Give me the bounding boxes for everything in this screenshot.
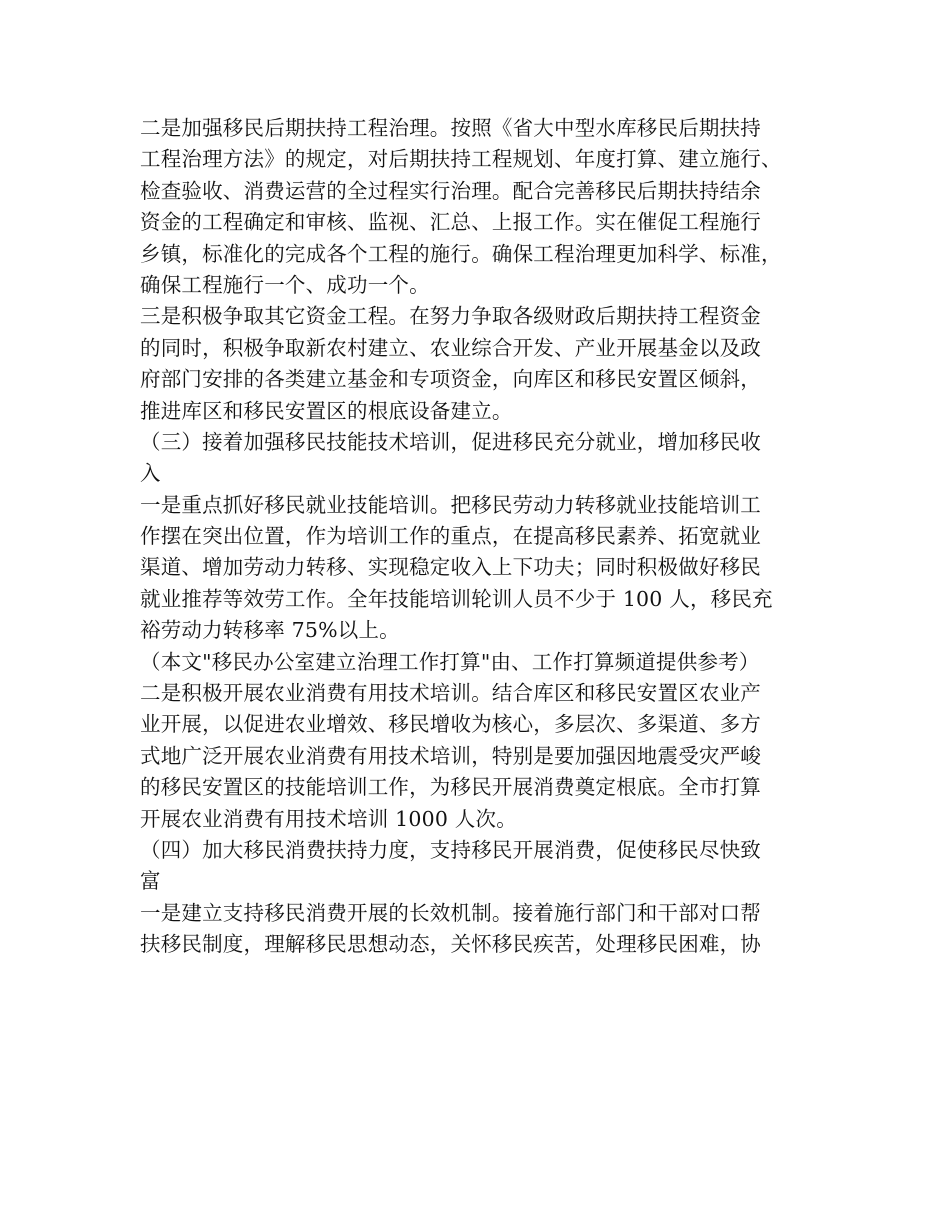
text-line: 式地广泛开展农业消费有用技术培训，特别是要加强因地震受灾严峻 [140, 743, 761, 768]
text-line: 府部门安排的各类建立基金和专项资金，向库区和移民安置区倾斜， [140, 367, 761, 392]
source-note: （本文"移民办公室建立治理工作打算"由、工作打算频道提供参考） [140, 649, 760, 674]
text-line: 一是重点抓好移民就业技能培训。把移民劳动力转移就业技能培训工 [140, 492, 761, 517]
section-heading: 富 [140, 869, 161, 894]
text-line: 确保工程施行一个、成功一个。 [140, 272, 430, 297]
text-line: 作摆在突出位置，作为培训工作的重点，在提高移民素养、拓宽就业 [140, 524, 761, 549]
text-line: 资金的工程确定和审核、监视、汇总、上报工作。实在催促工程施行 [140, 210, 761, 235]
text-line: 的移民安置区的技能培训工作，为移民开展消费奠定根底。全市打算 [140, 775, 761, 800]
text-line: 二是积极开展农业消费有用技术培训。结合库区和移民安置区农业产 [140, 681, 761, 706]
text-line: 渠道、增加劳动力转移、实现稳定收入上下功夫；同时积极做好移民 [140, 555, 761, 580]
text-line: 三是积极争取其它资金工程。在努力争取各级财政后期扶持工程资金 [140, 304, 761, 329]
text-line: 乡镇，标准化的完成各个工程的施行。确保工程治理更加科学、标准， [140, 241, 782, 266]
text-line: 一是建立支持移民消费开展的长效机制。接着施行部门和干部对口帮 [140, 900, 761, 925]
text-line: 检查验收、消费运营的全过程实行治理。配合完善移民后期扶持结余 [140, 178, 761, 203]
text-line: 业开展，以促进农业增效、移民增收为核心，多层次、多渠道、多方 [140, 712, 761, 737]
section-heading: 入 [140, 461, 161, 486]
section-heading: （四）加大移民消费扶持力度，支持移民开展消费，促使移民尽快致 [140, 837, 761, 862]
text-line: 推进库区和移民安置区的根底设备建立。 [140, 398, 513, 423]
text-line: 的同时，积极争取新农村建立、农业综合开发、产业开展基金以及政 [140, 335, 761, 360]
section-heading: （三）接着加强移民技能技术培训，促进移民充分就业，增加移民收 [140, 429, 761, 454]
document-body [140, 113, 810, 961]
text-line: 就业推荐等效劳工作。全年技能培训轮训人员不少于 100 人，移民充 [140, 586, 773, 611]
text-line: 裕劳动力转移率 75%以上。 [140, 618, 400, 643]
text-line: 工程治理方法》的规定，对后期扶持工程规划、年度打算、建立施行、 [140, 147, 782, 172]
text-line: 扶移民制度，理解移民思想动态，关怀移民疾苦，处理移民困难，协 [140, 932, 761, 957]
text-line: 开展农业消费有用技术培训 1000 人次。 [140, 806, 517, 831]
text-line: 二是加强移民后期扶持工程治理。按照《省大中型水库移民后期扶持 [140, 116, 761, 140]
